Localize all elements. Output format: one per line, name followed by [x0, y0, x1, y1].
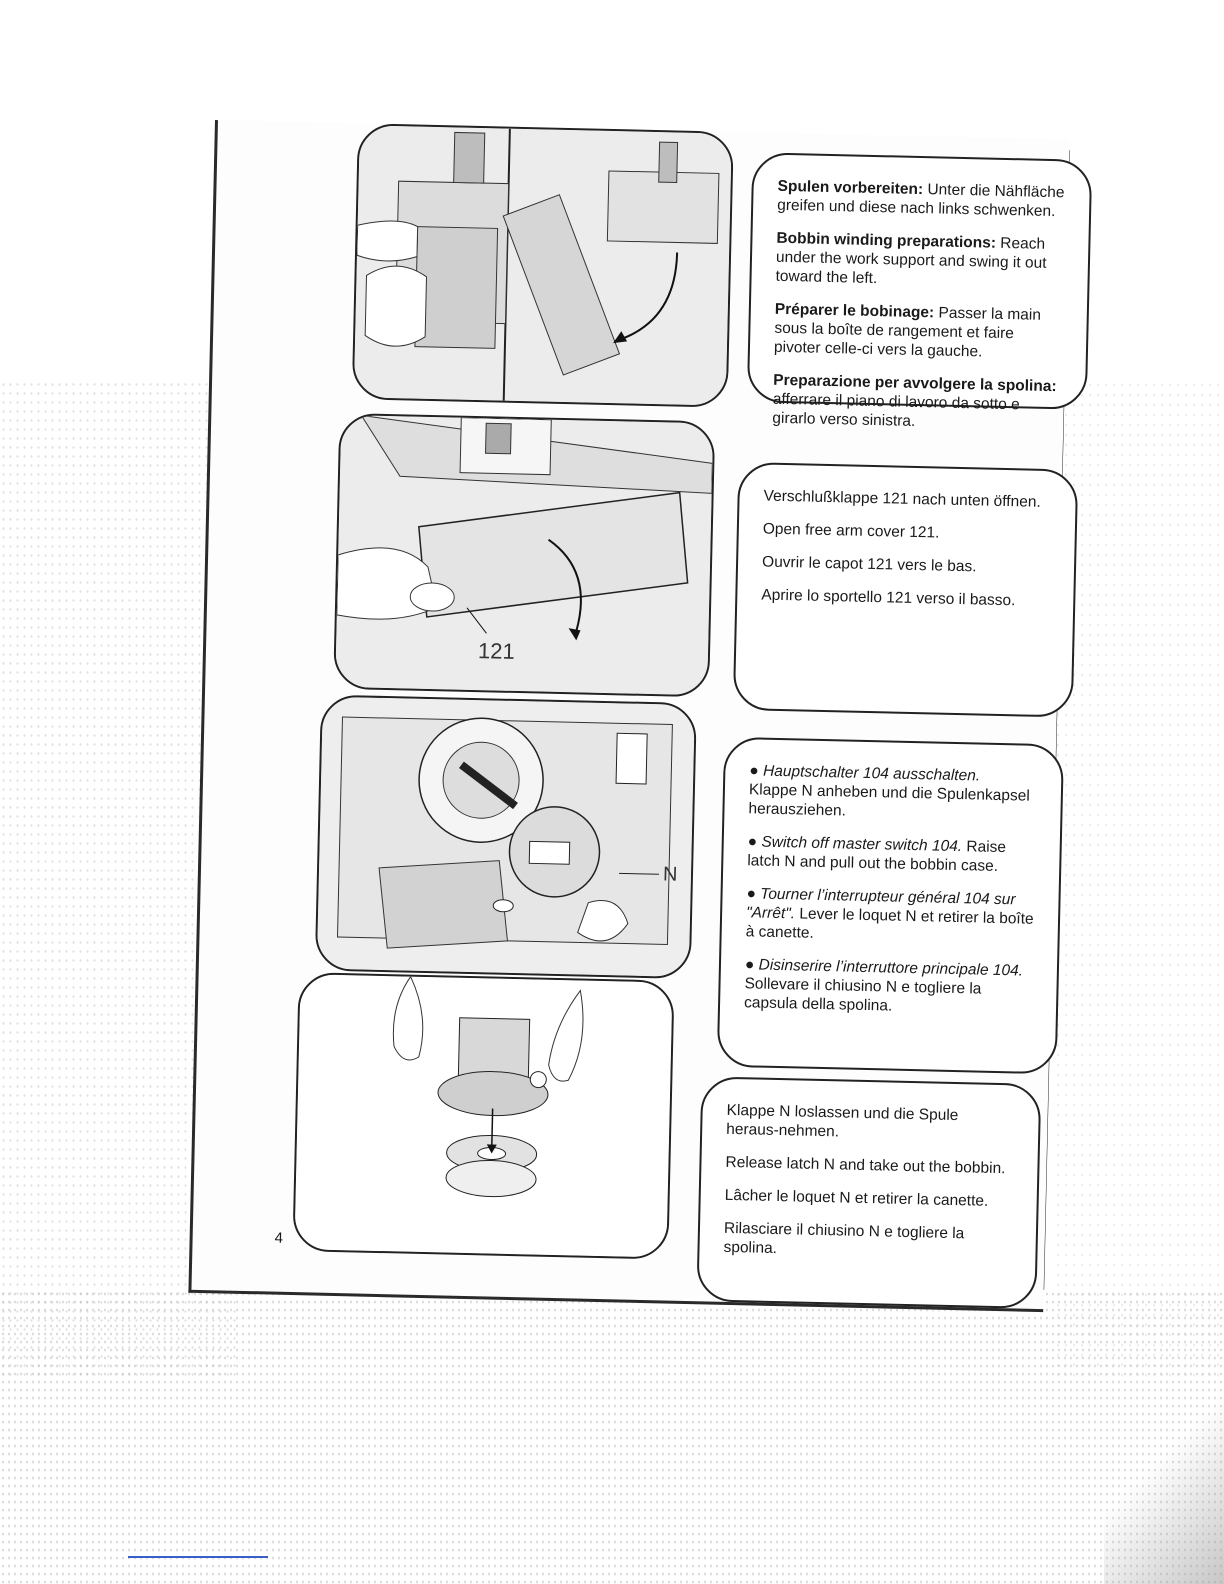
callout-121: 121	[477, 638, 516, 664]
heading-fr: Préparer le bobinage:	[774, 300, 935, 322]
underline-mark	[128, 1556, 268, 1558]
instruction-box-4	[696, 1076, 1041, 1309]
scan-shadow	[1104, 1384, 1224, 1584]
illustration-free-arm-cover	[335, 415, 713, 695]
text-de: Klappe N anheben und die Spulenkapsel herausziehen.	[748, 781, 1031, 820]
heading-it: Preparazione per avvolgere la spolina:	[773, 371, 1057, 396]
instruction-de	[777, 177, 1066, 222]
heading-de: Spulen vorbereiten:	[777, 177, 924, 199]
text-it: Rilasciare il chiusino N e togliere la spolina.	[723, 1219, 965, 1258]
instruction-en	[775, 229, 1064, 293]
text-it: afferrare il piano di lavoro da sotto e girarlo verso sinistra.	[772, 390, 1020, 430]
text-de: Klappe N loslassen und die Spule heraus-nehmen.	[726, 1101, 959, 1141]
text-fr: Lever le loquet N et retirer la boîte à canette.	[745, 905, 1034, 942]
text-en: Release latch N and take out the bobbin.	[725, 1153, 1006, 1178]
instruction-fr	[746, 884, 1035, 948]
callout-n: N	[662, 863, 678, 886]
scan-noise-bottom	[0, 1290, 1224, 1584]
step-de-italic: ● Hauptschalter 104 ausschalten.	[749, 762, 980, 784]
instruction-de	[748, 761, 1037, 825]
instruction-box-1	[747, 152, 1093, 430]
illustration-work-support	[354, 125, 732, 405]
heading-en: Bobbin winding preparations:	[776, 229, 997, 252]
step-it-italic: ● Disinserire l’interruttore principale 104.	[745, 956, 1023, 979]
instruction-it	[772, 371, 1061, 435]
text-en: Reach under the work support and swing it out toward the left.	[775, 234, 1047, 288]
figure-bobbin	[292, 972, 674, 1259]
text-it: Aprire lo sportello 121 verso il basso.	[761, 586, 1016, 610]
page-number: 4	[274, 1229, 284, 1247]
instruction-en	[747, 832, 1036, 877]
text-fr: Lâcher le loquet N et retirer la canette.	[724, 1186, 989, 1210]
step-fr-italic: ● Tourner l’interrupteur général 104 sur "Arrêt".	[746, 885, 1016, 922]
step-en-italic: ● Switch off master switch 104.	[748, 833, 963, 855]
text-de: Verschlußklappe 121 nach unten öffnen.	[763, 487, 1041, 511]
scan-noise-right	[1054, 380, 1224, 1380]
figure-free-arm-cover	[333, 413, 715, 697]
figure-bobbin-case	[315, 695, 697, 979]
figure-work-support	[352, 123, 734, 407]
illustration-bobbin	[294, 974, 672, 1257]
illustration-bobbin-case	[317, 697, 695, 977]
text-en: Raise latch N and pull out the bobbin case.	[747, 838, 1007, 875]
instruction-it	[744, 955, 1033, 1019]
instruction-fr	[774, 300, 1063, 364]
text-en: Open free arm cover 121.	[762, 520, 940, 542]
text-fr: Passer la main sous la boîte de rangement et faire pivoter celle-ci vers la gauche.	[773, 304, 1042, 361]
text-fr: Ouvrir le capot 121 vers le bas.	[761, 553, 977, 576]
text-it: Sollevare il chiusino N e togliere la capsula della spolina.	[743, 975, 982, 1015]
instruction-box-2	[733, 462, 1079, 718]
instruction-box-3	[717, 737, 1064, 1075]
manual-page	[188, 120, 1069, 1312]
text-de: Unter die Nähfläche greifen und diese nach links schwenken.	[777, 181, 1065, 221]
